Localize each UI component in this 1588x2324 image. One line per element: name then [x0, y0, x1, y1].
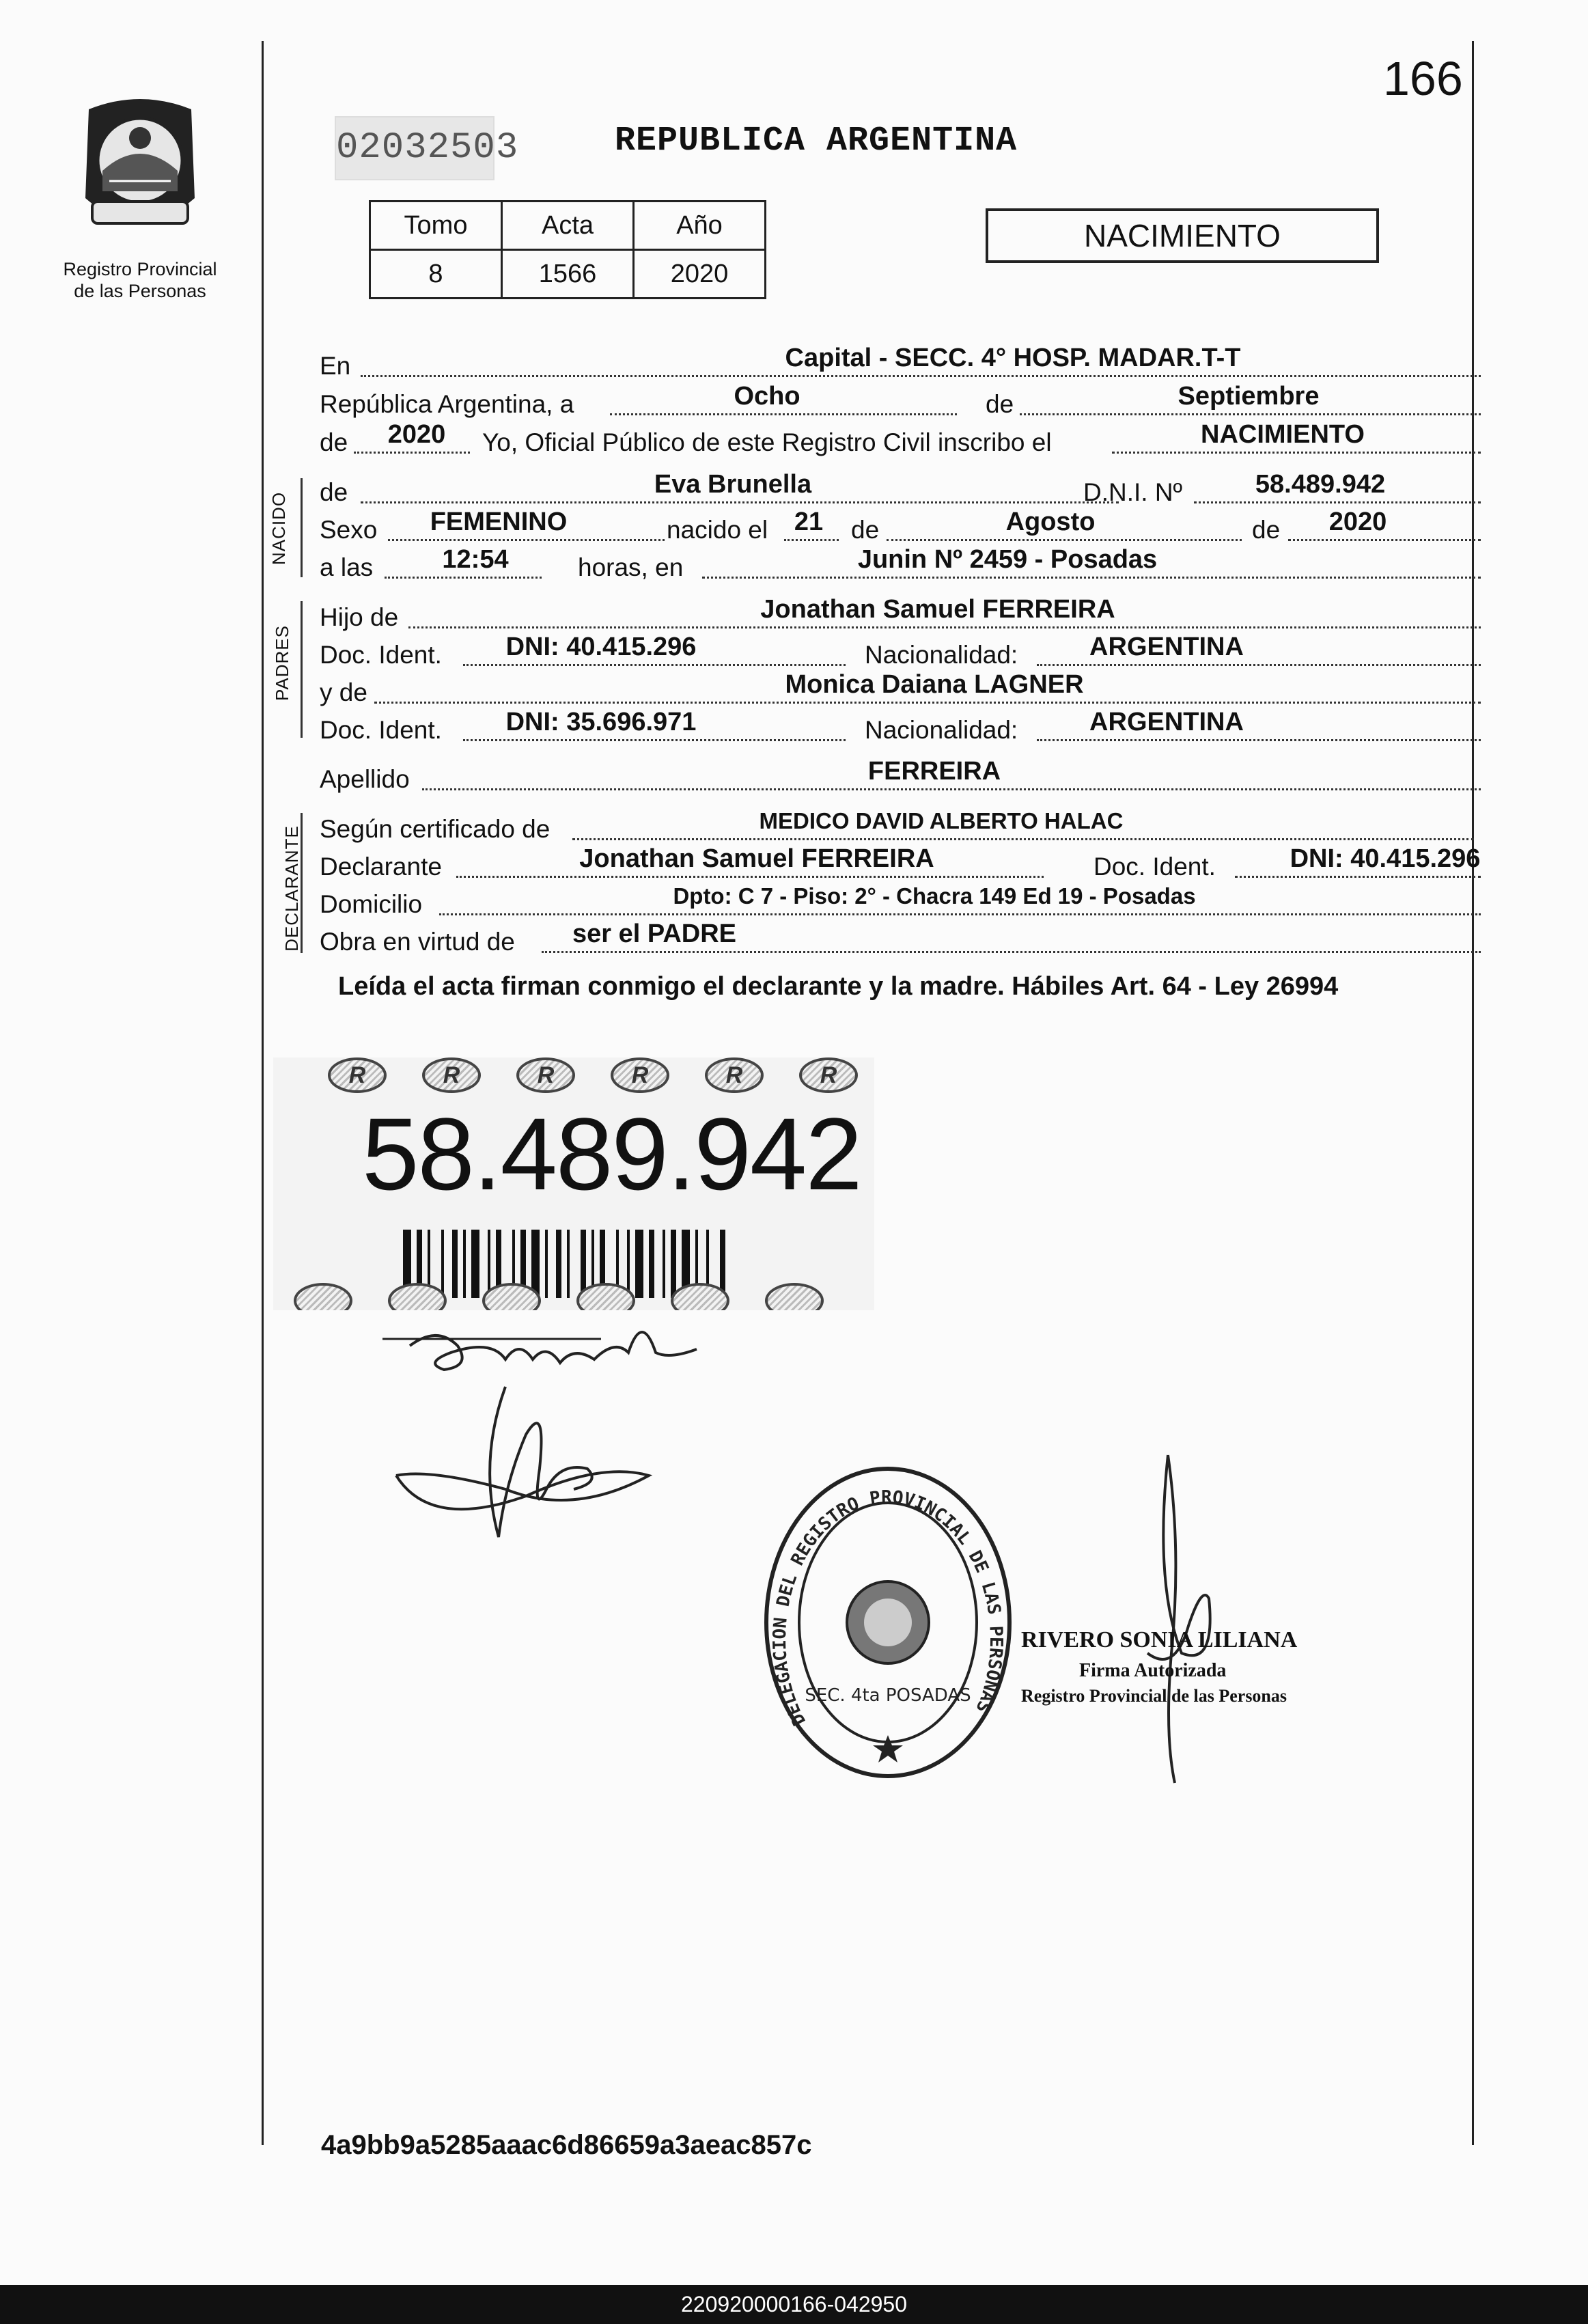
madre-nac-label: Nacionalidad: — [865, 716, 1018, 744]
logo-caption — [41, 258, 239, 302]
footer-code-bar — [0, 2285, 1588, 2324]
sexo-value: FEMENINO — [430, 508, 568, 536]
declarante-nombre: Jonathan Samuel FERREIRA — [579, 844, 934, 873]
en-label: En — [320, 352, 351, 380]
declarante-section-label: DECLARANTE — [281, 825, 302, 952]
padre-nac: ARGENTINA — [1089, 633, 1244, 661]
apellido-label: Apellido — [320, 765, 410, 793]
dotted-line — [388, 539, 665, 541]
stamp-outer-text: DELEGACION DEL REGISTRO PROVINCIAL DE LAS PERSONAS — [769, 1486, 1007, 1729]
row-obra — [320, 921, 1440, 962]
dotted-line — [463, 664, 846, 666]
r-mark — [294, 1283, 352, 1310]
tomo-value: 8 — [370, 250, 502, 299]
r-mark: R — [705, 1057, 764, 1093]
row-declarante — [320, 844, 1481, 887]
nacido-nombre: Eva Brunella — [654, 470, 812, 499]
nacido-el-label: nacido el — [667, 516, 768, 544]
logo-caption-line2: de las Personas — [74, 281, 206, 301]
row-inscribe — [320, 421, 1440, 462]
row-domicilio — [320, 883, 1440, 924]
acta-header: Acta — [502, 202, 634, 250]
row-nacido-sexo — [320, 509, 1440, 550]
dia-value: Ocho — [734, 382, 800, 411]
r-mark — [765, 1283, 824, 1310]
dom-label: Domicilio — [320, 890, 423, 918]
dotted-line — [439, 913, 1481, 915]
document-title: REPUBLICA ARGENTINA — [615, 122, 1018, 161]
dotted-line — [1037, 664, 1481, 666]
official-title: Firma Autorizada — [1079, 1660, 1227, 1681]
right-margin-line — [1472, 41, 1474, 2145]
nacido-de-label: de — [320, 478, 348, 506]
dotted-line — [408, 626, 1481, 628]
decl-label: Declarante — [320, 853, 442, 881]
padres-section-label: PADRES — [272, 625, 292, 701]
nacido-dni: 58.489.942 — [1255, 470, 1386, 499]
de-label: de — [986, 390, 1014, 418]
acta-value: 1566 — [502, 250, 634, 299]
official-organization: Registro Provincial de las Personas — [1021, 1686, 1287, 1706]
nacido-anio: 2020 — [1328, 508, 1387, 536]
madre-nac: ARGENTINA — [1089, 708, 1244, 736]
domicilio-value: Dpto: C 7 - Piso: 2° - Chacra 149 Ed 19 - Posadas — [673, 883, 1196, 909]
official-signature-block — [1021, 1627, 1297, 1706]
cert-label: Según certificado de — [320, 815, 551, 843]
nacido-section-label: NACIDO — [268, 491, 290, 566]
row-fecha — [320, 383, 1440, 424]
anio-header: Año — [634, 202, 766, 250]
page-number: 166 — [1383, 52, 1463, 105]
yo-label: Yo, Oficial Público de este Registro Civil inscribo el — [482, 428, 1052, 456]
nacido-lugar: Junin Nº 2459 - Posadas — [857, 545, 1158, 574]
dotted-line — [456, 876, 1044, 878]
r-mark: R — [516, 1057, 575, 1093]
row-padre — [320, 596, 1440, 637]
dotted-line — [1235, 876, 1481, 878]
official-stamp — [758, 1462, 1018, 1783]
dni-sticker — [273, 1057, 874, 1310]
declarante-signature — [369, 1312, 751, 1585]
padre-doc: DNI: 40.415.296 — [505, 633, 697, 661]
horas-label: horas, en — [578, 553, 684, 581]
nacido-dia: 21 — [794, 508, 824, 536]
tomo-header: Tomo — [370, 202, 502, 250]
nacido-mes: Agosto — [1005, 508, 1096, 536]
dotted-line — [354, 452, 470, 454]
mes-value: Septiembre — [1178, 382, 1320, 411]
row-madre-doc — [320, 709, 1440, 750]
stamp-inner-text: SEC. 4ta POSADAS — [805, 1685, 971, 1706]
dotted-line — [1037, 739, 1481, 741]
record-type-box: NACIMIENTO — [986, 208, 1379, 263]
row-nacido-hora — [320, 547, 1440, 587]
padre-nombre: Jonathan Samuel FERREIRA — [760, 595, 1115, 624]
row-madre — [320, 672, 1440, 713]
dotted-line — [702, 577, 1481, 579]
row-nacido-nombre — [320, 471, 1440, 512]
dotted-line — [422, 788, 1481, 790]
dotted-line — [1288, 539, 1481, 541]
rep-label: República Argentina, a — [320, 390, 574, 418]
nacido-de-label2: de — [851, 516, 880, 544]
closing-text: Leída el acta firman conmigo el declarante y la madre. Hábiles Art. 64 - Ley 26994 — [338, 972, 1339, 1001]
tomo-acta-anio-table — [369, 200, 766, 299]
dotted-line — [374, 702, 1481, 704]
certificado-value: MEDICO DAVID ALBERTO HALAC — [759, 808, 1124, 833]
row-en — [320, 345, 1440, 386]
row-apellido — [320, 758, 1440, 799]
madre-doc: DNI: 35.696.971 — [505, 708, 697, 736]
anio-value: 2020 — [634, 250, 766, 299]
official-signature — [1106, 1448, 1264, 1790]
obra-value: ser el PADRE — [572, 919, 737, 948]
alas-label: a las — [320, 553, 374, 581]
dotted-line — [1194, 501, 1481, 503]
serial-number: 02032503 — [335, 116, 494, 180]
r-mark: R — [422, 1057, 481, 1093]
padre-nac-label: Nacionalidad: — [865, 641, 1018, 669]
madre-nombre: Monica Daiana LAGNER — [785, 670, 1084, 699]
row-padre-doc — [320, 634, 1440, 675]
dotted-line — [1112, 452, 1481, 454]
dotted-line — [1020, 413, 1481, 415]
de2-label: de — [320, 428, 348, 456]
yde-label: y de — [320, 678, 367, 706]
misiones-logo — [68, 96, 212, 246]
nacido-bracket — [301, 478, 303, 577]
dotted-line — [572, 838, 1474, 840]
dotted-line — [361, 375, 1481, 377]
hijo-label: Hijo de — [320, 603, 399, 631]
dotted-line — [361, 501, 1119, 503]
nacido-de-label3: de — [1252, 516, 1281, 544]
en-value: Capital - SECC. 4° HOSP. MADAR.T-T — [785, 344, 1241, 372]
inscribe-value: NACIMIENTO — [1201, 420, 1365, 449]
declarante-doc: DNI: 40.415.296 — [1290, 844, 1481, 873]
madre-doc-label: Doc. Ident. — [320, 716, 442, 744]
row-certificado — [320, 808, 1440, 849]
nacido-hora: 12:54 — [442, 545, 509, 574]
dotted-line — [542, 951, 1481, 953]
dotted-line — [784, 539, 839, 541]
padre-doc-label: Doc. Ident. — [320, 641, 442, 669]
sticker-dni-number: 58.489.942 — [362, 1096, 861, 1211]
dotted-line — [385, 577, 542, 579]
dotted-line — [463, 739, 846, 741]
obra-label: Obra en virtud de — [320, 928, 515, 956]
official-name: RIVERO SONIA LILIANA — [1021, 1627, 1298, 1652]
dni-label: D.N.I. Nº — [1083, 478, 1183, 506]
footer-code: 220920000166-042950 — [681, 2292, 907, 2316]
apellido-value: FERREIRA — [867, 757, 1001, 786]
dotted-line — [610, 413, 957, 415]
r-mark: R — [799, 1057, 858, 1093]
logo-caption-line1: Registro Provincial — [63, 259, 217, 279]
sexo-label: Sexo — [320, 516, 378, 544]
dotted-line — [887, 539, 1242, 541]
document-hash: 4a9bb9a5285aaac6d86659a3aeac857c — [321, 2130, 812, 2160]
r-mark: R — [328, 1057, 387, 1093]
decl-doc-label: Doc. Ident. — [1094, 853, 1216, 881]
left-margin-line — [262, 41, 264, 2145]
anio-value-text: 2020 — [387, 420, 446, 449]
r-mark: R — [611, 1057, 669, 1093]
padres-bracket — [301, 601, 303, 738]
